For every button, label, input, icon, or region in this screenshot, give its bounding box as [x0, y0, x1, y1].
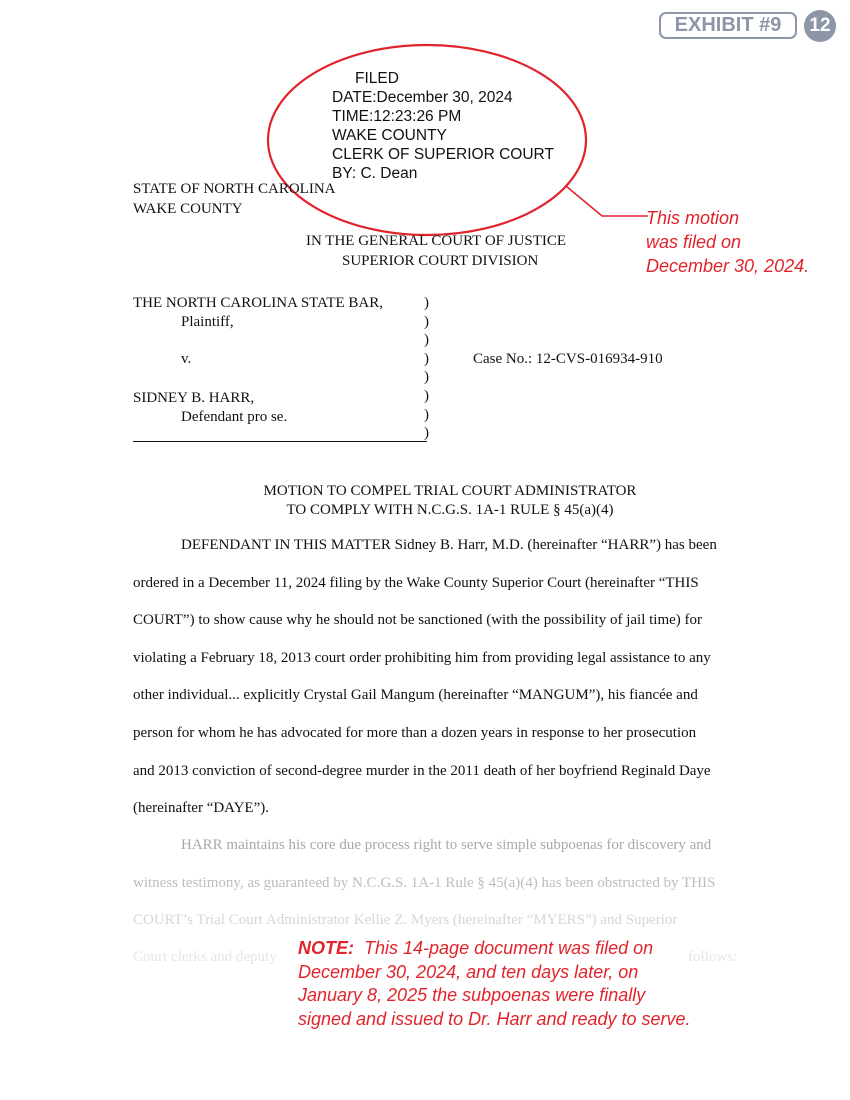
body-line: violating a February 18, 2013 court order prohibiting him from providing legal assistance to any — [133, 649, 711, 666]
plaintiff-role: Plaintiff, — [181, 314, 234, 330]
stamp-by — [332, 164, 417, 183]
body-line: ordered in a December 11, 2024 filing by the Wake County Superior Court (hereinafter “THIS — [133, 574, 699, 591]
motion-body — [133, 527, 717, 828]
case-number: Case No.: 12-CVS-016934-910 — [473, 351, 663, 367]
body-line: person for whom he has advocated for more than a dozen years in response to her prosecution — [133, 724, 697, 741]
caption-court: IN THE GENERAL COURT OF JUSTICE — [306, 233, 567, 249]
motion-title-line-2: TO COMPLY WITH N.C.G.S. 1A-1 RULE § 45(a)(4) — [286, 502, 614, 518]
stamp-time-label: TIME: — [332, 108, 374, 125]
caption-county: WAKE COUNTY — [133, 201, 243, 217]
note-text: This 14-page document was filed on — [364, 938, 654, 958]
stamp-date — [332, 88, 513, 107]
note-line-1 — [298, 937, 691, 961]
faded-line-start: Court clerks and deputy — [133, 949, 277, 965]
caption-state: STATE OF NORTH CAROLINA — [133, 181, 336, 197]
motion-title-line-1: MOTION TO COMPEL TRIAL COURT ADMINISTRATOR — [263, 483, 637, 499]
stamp-date-value: December 30, 2024 — [376, 89, 513, 106]
page-number-badge: 12 — [804, 10, 836, 42]
faded-line-end: follows: — [688, 949, 738, 965]
stamp-by-value: C. Dean — [360, 165, 418, 182]
versus: v. — [181, 351, 192, 367]
annotation-line: This motion — [646, 208, 740, 228]
body-line: (hereinafter “DAYE”). — [133, 800, 270, 817]
body-line: other individual... explicitly Crystal Gail Mangum (hereinafter “MANGUM”), his fiancée and — [133, 687, 698, 704]
annotation-line: was filed on — [646, 232, 742, 252]
bracket: ) — [424, 350, 429, 367]
faded-body — [133, 827, 715, 940]
stamp-filed: FILED — [355, 70, 399, 87]
bracket: ) — [424, 406, 429, 423]
callout-line — [566, 186, 648, 216]
stamp-time — [332, 107, 461, 126]
note-label: NOTE: — [298, 938, 354, 958]
bracket: ) — [424, 295, 429, 311]
caption-brackets — [424, 294, 429, 443]
note-line-3: January 8, 2025 the subpoenas were finally — [298, 985, 646, 1005]
exhibit-badge: EXHIBIT #9 — [659, 12, 797, 39]
bracket: ) — [424, 332, 429, 349]
annotation-filed-date — [646, 206, 809, 278]
caption-division: SUPERIOR COURT DIVISION — [342, 253, 539, 269]
faded-line: HARR maintains his core due process right to serve simple subpoenas for discovery and — [181, 837, 712, 853]
annotation-line: December 30, 2024. — [646, 256, 810, 276]
faded-line: witness testimony, as guaranteed by N.C.G.S. 1A-1 Rule § 45(a)(4) has been obstructed by THIS — [133, 874, 716, 891]
body-line: DEFENDANT IN THIS MATTER Sidney B. Harr, M.D. (hereinafter “HARR”) has been — [181, 537, 717, 553]
bracket: ) — [424, 425, 429, 442]
bracket: ) — [424, 387, 429, 404]
stamp-time-value: 12:23:26 PM — [373, 108, 462, 125]
bracket: ) — [424, 369, 429, 386]
defendant-name: SIDNEY B. HARR, — [133, 390, 255, 406]
note-line-4: signed and issued to Dr. Harr and ready to serve. — [298, 1008, 691, 1029]
defendant-role: Defendant pro se. — [181, 409, 288, 425]
body-line: COURT”) to show cause why he should not be sanctioned (with the possibility of jail time) for — [133, 612, 703, 629]
note-annotation — [298, 937, 691, 1031]
stamp-date-label: DATE: — [332, 89, 377, 106]
caption-underline — [133, 441, 427, 442]
note-line-2: December 30, 2024, and ten days later, on — [298, 961, 639, 982]
stamp-by-label: BY: — [332, 165, 357, 182]
motion-title — [0, 482, 850, 520]
plaintiff-name: THE NORTH CAROLINA STATE BAR, — [133, 295, 383, 311]
faded-line: COURT’s Trial Court Administrator Kellie Z. Myers (hereinafter “MYERS”) and Superior — [133, 912, 678, 929]
stamp-county: WAKE COUNTY — [332, 127, 447, 144]
bracket: ) — [424, 313, 429, 330]
body-line: and 2013 conviction of second-degree murder in the 2011 death of her boyfriend Reginald Daye — [133, 762, 711, 779]
stamp-clerk: CLERK OF SUPERIOR COURT — [332, 146, 554, 163]
